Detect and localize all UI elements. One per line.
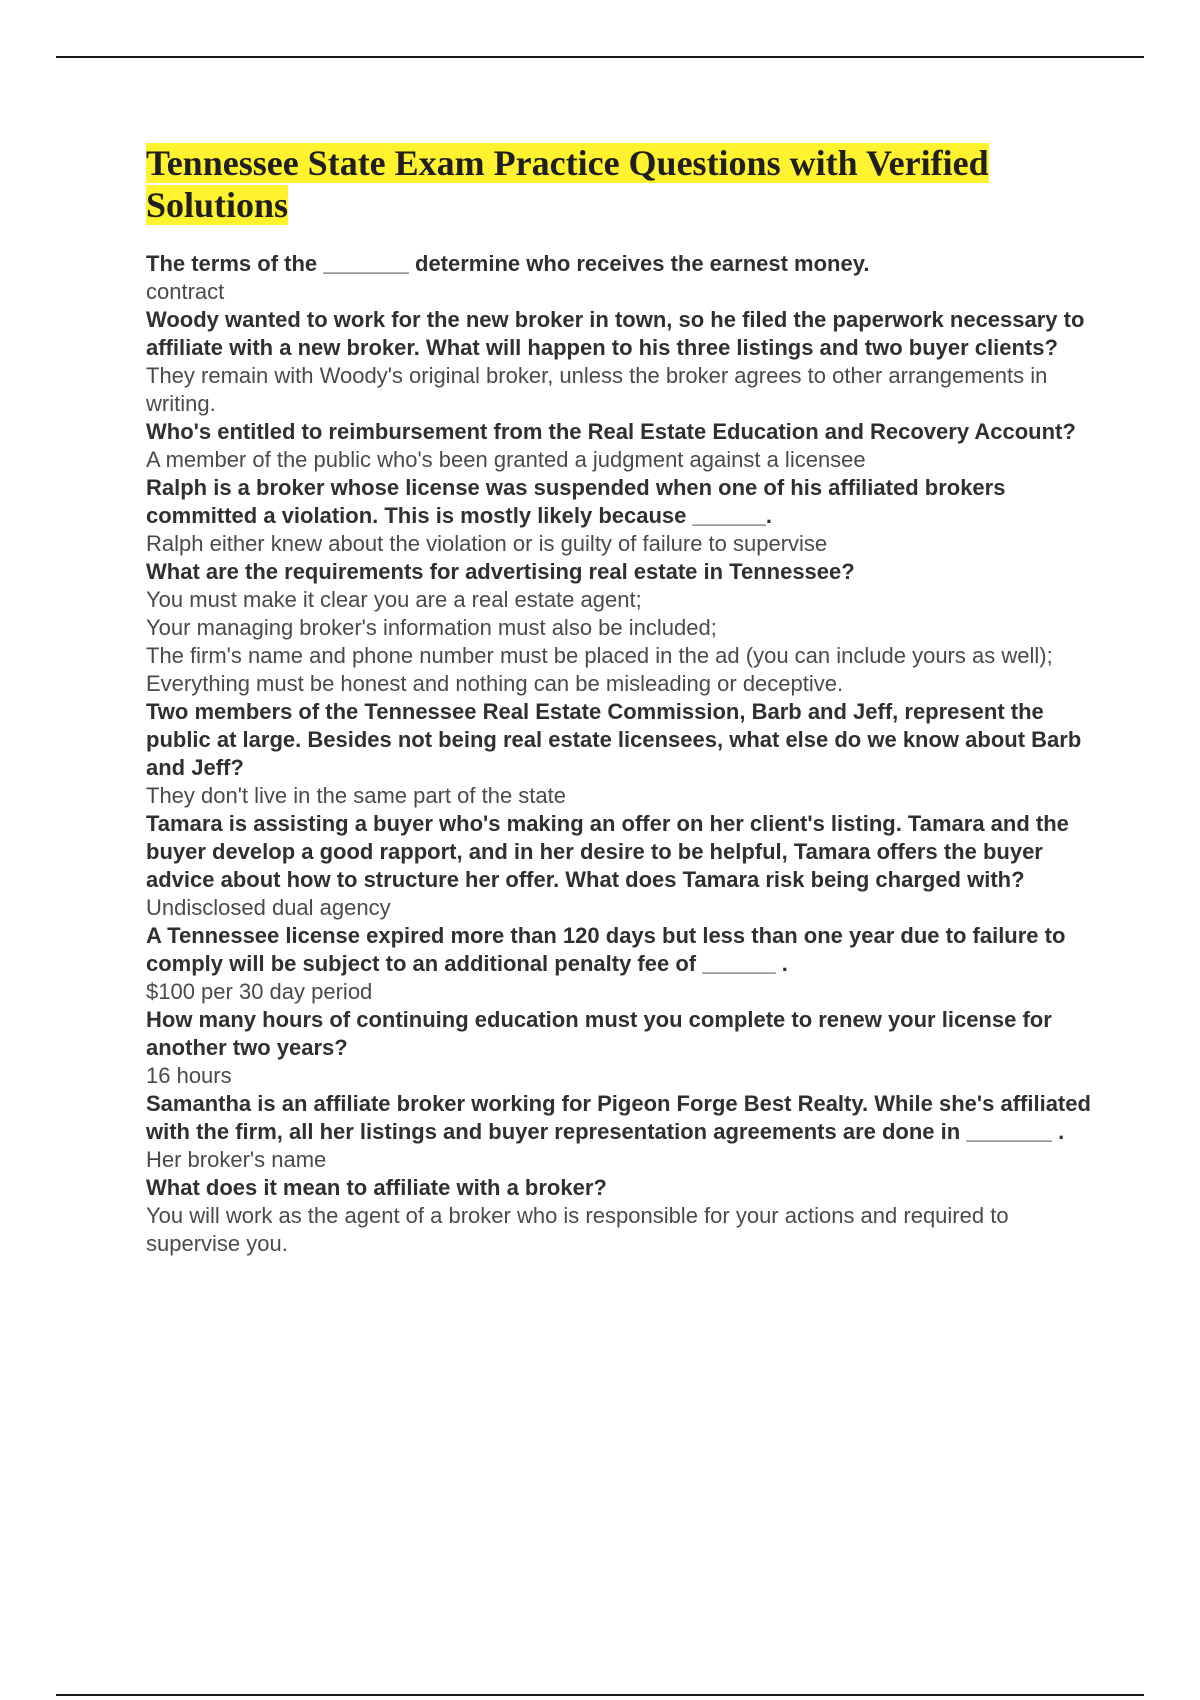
question-text: A Tennessee license expired more than 120 days but less than one year due to failure to comply will be subject to an additional penalty fee of ______ .	[146, 923, 1066, 976]
answer-text: Undisclosed dual agency	[146, 895, 391, 920]
answer-text: A member of the public who's been granted a judgment against a licensee	[146, 447, 866, 472]
qa-item	[146, 810, 1106, 922]
answer-text: Your managing broker's information must also be included;	[146, 615, 717, 640]
qa-item	[146, 698, 1106, 810]
qa-item	[146, 558, 1106, 698]
question-text: How many hours of continuing education must you complete to renew your license for another two years?	[146, 1007, 1052, 1060]
qa-item	[146, 922, 1106, 1006]
question-text: Woody wanted to work for the new broker in town, so he filed the paperwork necessary to affiliate with a new broker. What will happen to his three listings and two buyer clients?	[146, 307, 1085, 360]
bottom-rule	[56, 1694, 1144, 1696]
document-title-text: Tennessee State Exam Practice Questions with Verified Solutions	[146, 143, 989, 225]
answer-text: They don't live in the same part of the state	[146, 783, 566, 808]
qa-item	[146, 1006, 1106, 1090]
answer-text: contract	[146, 279, 225, 304]
document-body	[146, 142, 1106, 1258]
question-text: Who's entitled to reimbursement from the Real Estate Education and Recovery Account?	[146, 419, 1076, 444]
qa-list	[146, 250, 1106, 1258]
question-text: Tamara is assisting a buyer who's making an offer on her client's listing. Tamara and the buyer develop a good rapport, and in her desire to be helpful, Tamara offers the buyer advice about how to structure her offer. What does Tamara risk being charged with?	[146, 811, 1069, 892]
qa-item	[146, 1174, 1106, 1258]
question-text: What does it mean to affiliate with a broker?	[146, 1175, 607, 1200]
answer-text: Everything must be honest and nothing can be misleading or deceptive.	[146, 671, 844, 696]
answer-text: 16 hours	[146, 1063, 232, 1088]
question-text: The terms of the _______ determine who receives the earnest money.	[146, 251, 870, 276]
question-text: Ralph is a broker whose license was suspended when one of his affiliated brokers committed a violation. This is mostly likely because ______.	[146, 475, 1006, 528]
answer-text: Ralph either knew about the violation or is guilty of failure to supervise	[146, 531, 828, 556]
qa-item	[146, 306, 1106, 418]
question-text: Samantha is an affiliate broker working for Pigeon Forge Best Realty. While she's affiliated with the firm, all her listings and buyer representation agreements are done in _______ .	[146, 1091, 1091, 1144]
answer-text: Her broker's name	[146, 1147, 327, 1172]
answer-text: They remain with Woody's original broker, unless the broker agrees to other arrangements in writing.	[146, 363, 1048, 416]
qa-item	[146, 474, 1106, 558]
qa-item	[146, 418, 1106, 474]
question-text: What are the requirements for advertising real estate in Tennessee?	[146, 559, 855, 584]
answer-text: The firm's name and phone number must be placed in the ad (you can include yours as well);	[146, 643, 1053, 668]
answer-text: $100 per 30 day period	[146, 979, 373, 1004]
answer-text: You must make it clear you are a real estate agent;	[146, 587, 642, 612]
top-rule	[56, 56, 1144, 58]
question-text: Two members of the Tennessee Real Estate Commission, Barb and Jeff, represent the public at large. Besides not being real estate licensees, what else do we know about Barb and Jeff?	[146, 699, 1082, 780]
document-title	[146, 142, 1106, 226]
qa-item	[146, 250, 1106, 306]
qa-item	[146, 1090, 1106, 1174]
answer-text: You will work as the agent of a broker who is responsible for your actions and required to supervise you.	[146, 1203, 1009, 1256]
